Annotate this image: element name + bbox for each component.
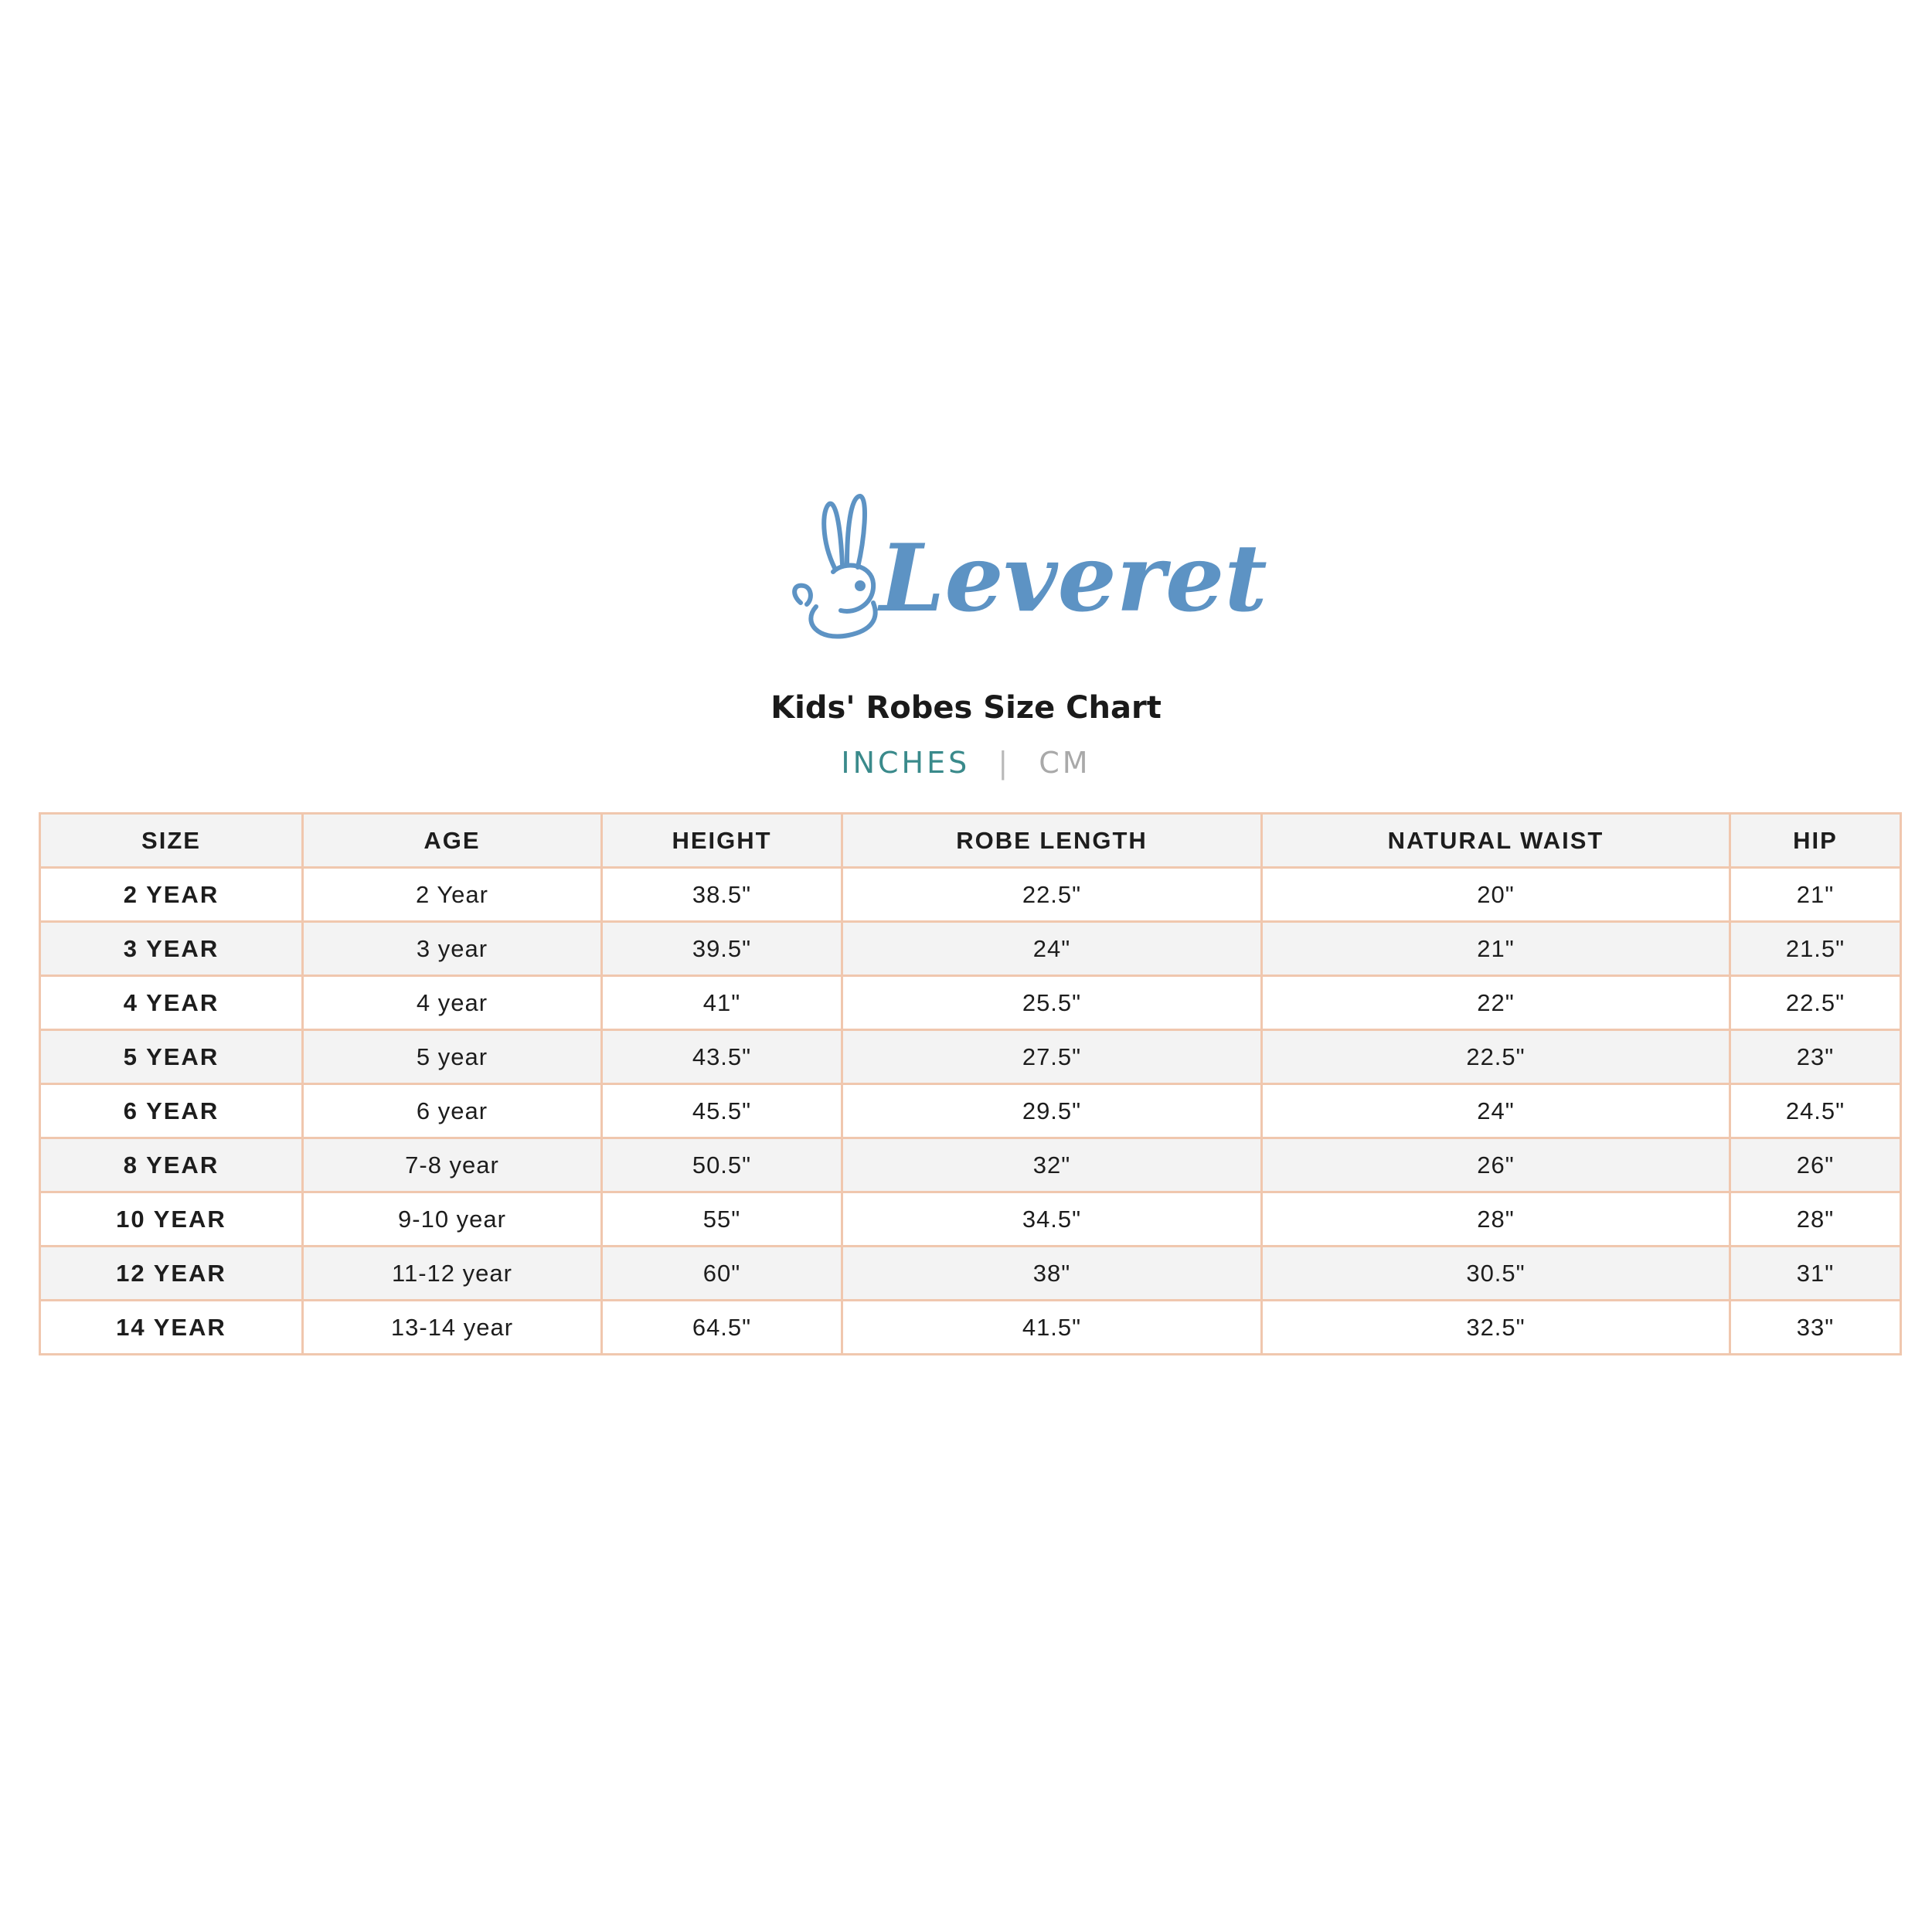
table-row xyxy=(40,1084,1901,1138)
natural-waist-cell: 22" xyxy=(1262,976,1730,1030)
age-cell: 13-14 year xyxy=(303,1301,602,1355)
leveret-logo xyxy=(787,487,1267,641)
size-cell: 4 YEAR xyxy=(40,976,303,1030)
column-header-age: AGE xyxy=(303,814,602,868)
hip-cell: 31" xyxy=(1730,1247,1901,1301)
age-cell: 7-8 year xyxy=(303,1138,602,1192)
table-row xyxy=(40,1138,1901,1192)
unit-separator: | xyxy=(998,746,1012,780)
height-cell: 55" xyxy=(602,1192,842,1247)
hip-cell: 23" xyxy=(1730,1030,1901,1084)
natural-waist-cell: 22.5" xyxy=(1262,1030,1730,1084)
natural-waist-cell: 20" xyxy=(1262,868,1730,922)
column-header-natural-waist: NATURAL WAIST xyxy=(1262,814,1730,868)
hip-cell: 21" xyxy=(1730,868,1901,922)
age-cell: 9-10 year xyxy=(303,1192,602,1247)
natural-waist-cell: 21" xyxy=(1262,922,1730,976)
size-chart-table xyxy=(39,812,1902,1355)
table-row xyxy=(40,922,1901,976)
robe-length-cell: 34.5" xyxy=(842,1192,1262,1247)
robe-length-cell: 27.5" xyxy=(842,1030,1262,1084)
age-cell: 4 year xyxy=(303,976,602,1030)
logo-wordmark: Leveret xyxy=(879,524,1267,633)
height-cell: 41" xyxy=(602,976,842,1030)
height-cell: 50.5" xyxy=(602,1138,842,1192)
unit-toggle xyxy=(0,746,1932,780)
height-cell: 39.5" xyxy=(602,922,842,976)
robe-length-cell: 29.5" xyxy=(842,1084,1262,1138)
hip-cell: 21.5" xyxy=(1730,922,1901,976)
size-cell: 2 YEAR xyxy=(40,868,303,922)
size-cell: 5 YEAR xyxy=(40,1030,303,1084)
hip-cell: 33" xyxy=(1730,1301,1901,1355)
table-row xyxy=(40,1192,1901,1247)
natural-waist-cell: 32.5" xyxy=(1262,1301,1730,1355)
age-cell: 3 year xyxy=(303,922,602,976)
robe-length-cell: 38" xyxy=(842,1247,1262,1301)
age-cell: 5 year xyxy=(303,1030,602,1084)
age-cell: 2 Year xyxy=(303,868,602,922)
height-cell: 60" xyxy=(602,1247,842,1301)
unit-tab-inches[interactable]: INCHES xyxy=(841,746,971,780)
hip-cell: 22.5" xyxy=(1730,976,1901,1030)
size-cell: 10 YEAR xyxy=(40,1192,303,1247)
size-cell: 12 YEAR xyxy=(40,1247,303,1301)
table-row xyxy=(40,1247,1901,1301)
height-cell: 43.5" xyxy=(602,1030,842,1084)
natural-waist-cell: 24" xyxy=(1262,1084,1730,1138)
size-cell: 3 YEAR xyxy=(40,922,303,976)
robe-length-cell: 41.5" xyxy=(842,1301,1262,1355)
column-header-size: SIZE xyxy=(40,814,303,868)
robe-length-cell: 25.5" xyxy=(842,976,1262,1030)
natural-waist-cell: 30.5" xyxy=(1262,1247,1730,1301)
column-header-height: HEIGHT xyxy=(602,814,842,868)
table-row xyxy=(40,976,1901,1030)
table-row xyxy=(40,1030,1901,1084)
column-header-robe-length: ROBE LENGTH xyxy=(842,814,1262,868)
size-cell: 14 YEAR xyxy=(40,1301,303,1355)
natural-waist-cell: 28" xyxy=(1262,1192,1730,1247)
hip-cell: 24.5" xyxy=(1730,1084,1901,1138)
page-title: Kids' Robes Size Chart xyxy=(770,690,1162,726)
size-cell: 8 YEAR xyxy=(40,1138,303,1192)
hip-cell: 28" xyxy=(1730,1192,1901,1247)
height-cell: 64.5" xyxy=(602,1301,842,1355)
table-row xyxy=(40,1301,1901,1355)
height-cell: 45.5" xyxy=(602,1084,842,1138)
natural-waist-cell: 26" xyxy=(1262,1138,1730,1192)
size-cell: 6 YEAR xyxy=(40,1084,303,1138)
hip-cell: 26" xyxy=(1730,1138,1901,1192)
robe-length-cell: 24" xyxy=(842,922,1262,976)
age-cell: 6 year xyxy=(303,1084,602,1138)
height-cell: 38.5" xyxy=(602,868,842,922)
table-header-row xyxy=(40,814,1901,868)
table-row xyxy=(40,868,1901,922)
robe-length-cell: 22.5" xyxy=(842,868,1262,922)
column-header-hip: HIP xyxy=(1730,814,1901,868)
age-cell: 11-12 year xyxy=(303,1247,602,1301)
leveret-logo-graphic xyxy=(787,487,1267,641)
robe-length-cell: 32" xyxy=(842,1138,1262,1192)
unit-tab-cm[interactable]: CM xyxy=(1039,746,1091,780)
